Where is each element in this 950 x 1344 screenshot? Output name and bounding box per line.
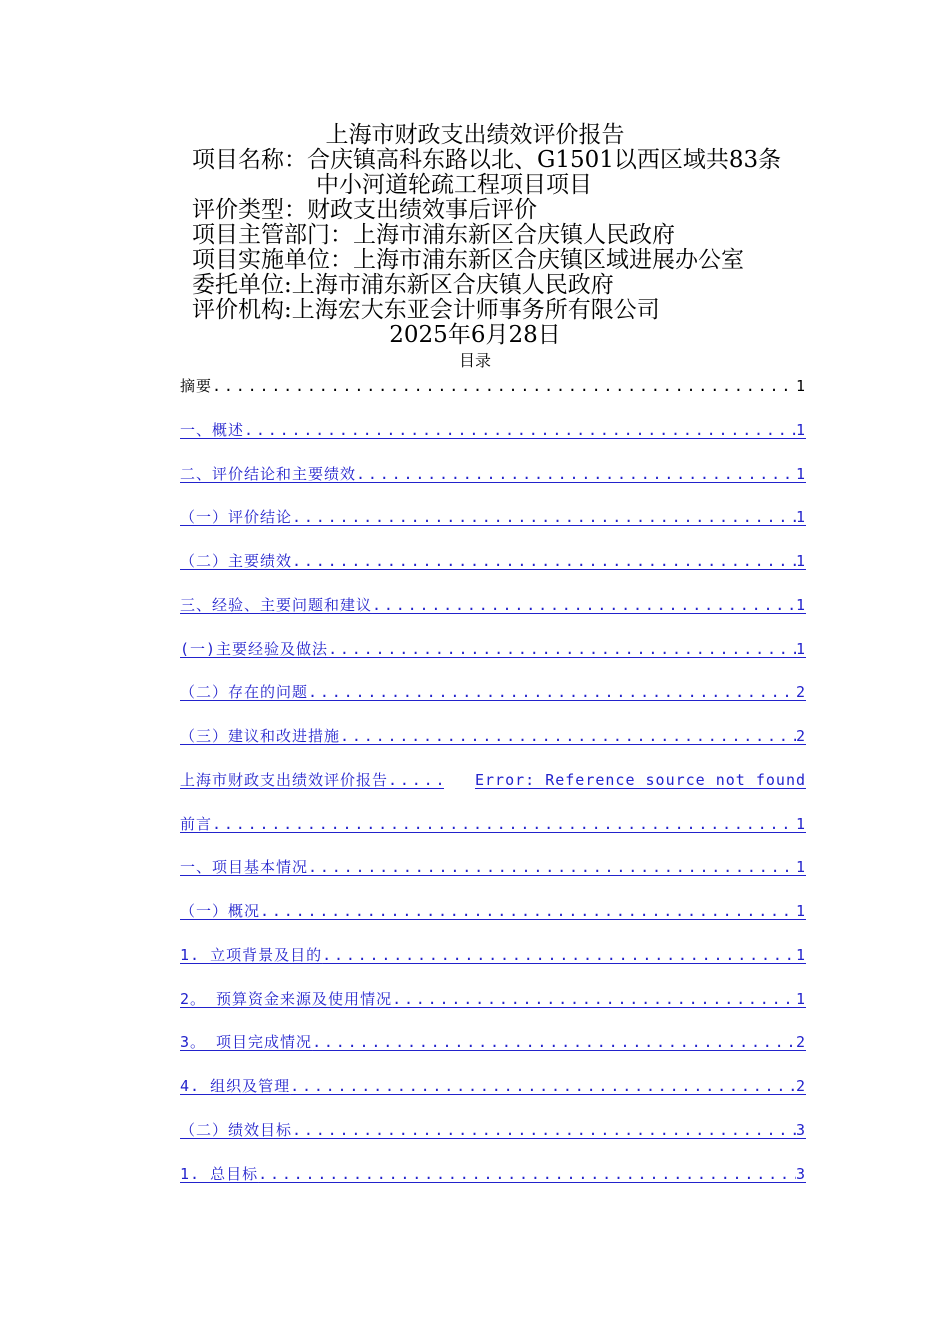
- evaluation-type: 评价类型：财政支出绩效事后评价: [192, 197, 537, 223]
- toc-link[interactable]: [180, 637, 806, 681]
- toc-entry-page[interactable]: 1: [795, 989, 806, 1008]
- toc-link[interactable]: [180, 943, 806, 987]
- toc-link[interactable]: [180, 899, 806, 943]
- project-name-continued: 中小河道轮疏工程项目项目: [316, 172, 592, 198]
- toc-reference-error[interactable]: Error: Reference source not found: [474, 770, 806, 789]
- toc-leader: [308, 680, 796, 704]
- toc-entry-page[interactable]: 3: [795, 1164, 806, 1183]
- toc-entry-page[interactable]: 1: [795, 420, 806, 439]
- toc-leader: [312, 1030, 796, 1054]
- report-title: 上海市财政支出绩效评价报告: [325, 122, 625, 148]
- toc-leader: [328, 637, 796, 661]
- toc-entry-page[interactable]: 1: [795, 552, 806, 570]
- toc-link[interactable]: [180, 724, 806, 768]
- toc-entry-title[interactable]: （二）绩效目标: [180, 1120, 293, 1139]
- toc-entry-title[interactable]: （一）概况: [180, 902, 261, 920]
- toc-entry-title[interactable]: 一、概述: [180, 420, 245, 439]
- toc-link[interactable]: [180, 462, 806, 506]
- toc-entry-page[interactable]: 1: [795, 902, 806, 920]
- toc-entry-title[interactable]: （一）评价结论: [180, 508, 293, 527]
- toc-leader: [372, 593, 796, 617]
- toc-entry-title[interactable]: 三、经验、主要问题和建议: [180, 595, 373, 614]
- toc-leader: [258, 1162, 796, 1186]
- toc-entry-page[interactable]: 1: [795, 858, 806, 877]
- toc-entry-title[interactable]: (一)主要经验及做法: [180, 639, 329, 658]
- toc-leader: [356, 462, 796, 486]
- toc-entry-title[interactable]: （三）建议和改进措施: [180, 727, 341, 745]
- toc-link[interactable]: [180, 505, 806, 549]
- toc-entry-title[interactable]: （二）主要绩效: [180, 552, 293, 570]
- toc-link[interactable]: [180, 768, 806, 812]
- toc-entry-title[interactable]: 4. 组织及管理: [180, 1077, 291, 1095]
- toc-entry-title[interactable]: 1. 总目标: [180, 1164, 259, 1183]
- toc-entry-title[interactable]: 3。 项目完成情况: [180, 1033, 313, 1052]
- project-name: 项目名称：合庆镇高科东路以北、G1501以西区域共83条: [192, 147, 782, 173]
- toc-leader: [290, 1074, 796, 1098]
- toc-entry-title[interactable]: 1. 立项背景及目的: [180, 945, 323, 964]
- toc-link[interactable]: [180, 987, 806, 1031]
- toc-leader: [212, 374, 796, 398]
- competent-department: 项目主管部门：上海市浦东新区合庆镇人民政府: [192, 222, 675, 248]
- toc-link[interactable]: [180, 549, 806, 593]
- toc-entry-page: 1: [795, 377, 806, 395]
- toc-leader: [260, 899, 796, 923]
- toc-entry-title[interactable]: 前言: [180, 814, 213, 833]
- toc-leader: [292, 1118, 796, 1142]
- toc-link[interactable]: [180, 1162, 806, 1206]
- toc-entry-page[interactable]: 2: [795, 1077, 806, 1095]
- toc-entry-title[interactable]: 2。 预算资金来源及使用情况: [180, 989, 393, 1008]
- toc-entry-title[interactable]: （二）存在的问题: [180, 683, 309, 702]
- toc-leader: [244, 418, 796, 442]
- commissioning-unit: 委托单位:上海市浦东新区合庆镇人民政府: [192, 272, 614, 298]
- toc-link[interactable]: [180, 593, 806, 637]
- implementing-unit: 项目实施单位：上海市浦东新区合庆镇区域进展办公室: [192, 247, 744, 273]
- table-of-contents: [180, 374, 806, 1205]
- toc-leader: [292, 505, 796, 529]
- toc-entry-title[interactable]: 二、评价结论和主要绩效: [180, 464, 357, 483]
- toc-link[interactable]: [180, 855, 806, 899]
- toc-entry-page[interactable]: 1: [795, 814, 806, 833]
- toc-leader: [340, 724, 796, 748]
- toc-leader: [308, 855, 796, 879]
- toc-leader: [212, 812, 796, 836]
- toc-entry-page[interactable]: 1: [795, 464, 806, 483]
- toc-entry-page[interactable]: 2: [795, 727, 806, 745]
- toc-leader: [292, 549, 796, 573]
- toc-leader: [388, 768, 444, 792]
- toc-entry-page[interactable]: 2: [795, 1033, 806, 1052]
- toc-link[interactable]: [180, 812, 806, 856]
- toc-entry-page[interactable]: 3: [795, 1120, 806, 1139]
- toc-entry-page[interactable]: 1: [795, 508, 806, 527]
- toc-link[interactable]: [180, 418, 806, 462]
- toc-entry-title: 摘要: [180, 377, 213, 395]
- toc-entry-page[interactable]: 1: [795, 945, 806, 964]
- toc-entry-page[interactable]: 2: [795, 683, 806, 702]
- toc-entry-title[interactable]: 上海市财政支出绩效评价报告: [180, 770, 389, 789]
- toc-entry-page[interactable]: 1: [795, 595, 806, 614]
- toc-entry-page[interactable]: 1: [795, 639, 806, 658]
- evaluation-agency: 评价机构:上海宏大东亚会计师事务所有限公司: [192, 297, 660, 323]
- toc-link[interactable]: [180, 1030, 806, 1074]
- toc-entry-title[interactable]: 一、项目基本情况: [180, 858, 309, 877]
- toc-leader: [322, 943, 796, 967]
- toc-link[interactable]: [180, 680, 806, 724]
- toc-link[interactable]: [180, 1118, 806, 1162]
- toc-entry: [180, 374, 806, 418]
- report-date: 2025年6月28日: [389, 322, 561, 348]
- toc-leader: [392, 987, 796, 1011]
- toc-heading: 目录: [458, 351, 491, 370]
- toc-link[interactable]: [180, 1074, 806, 1118]
